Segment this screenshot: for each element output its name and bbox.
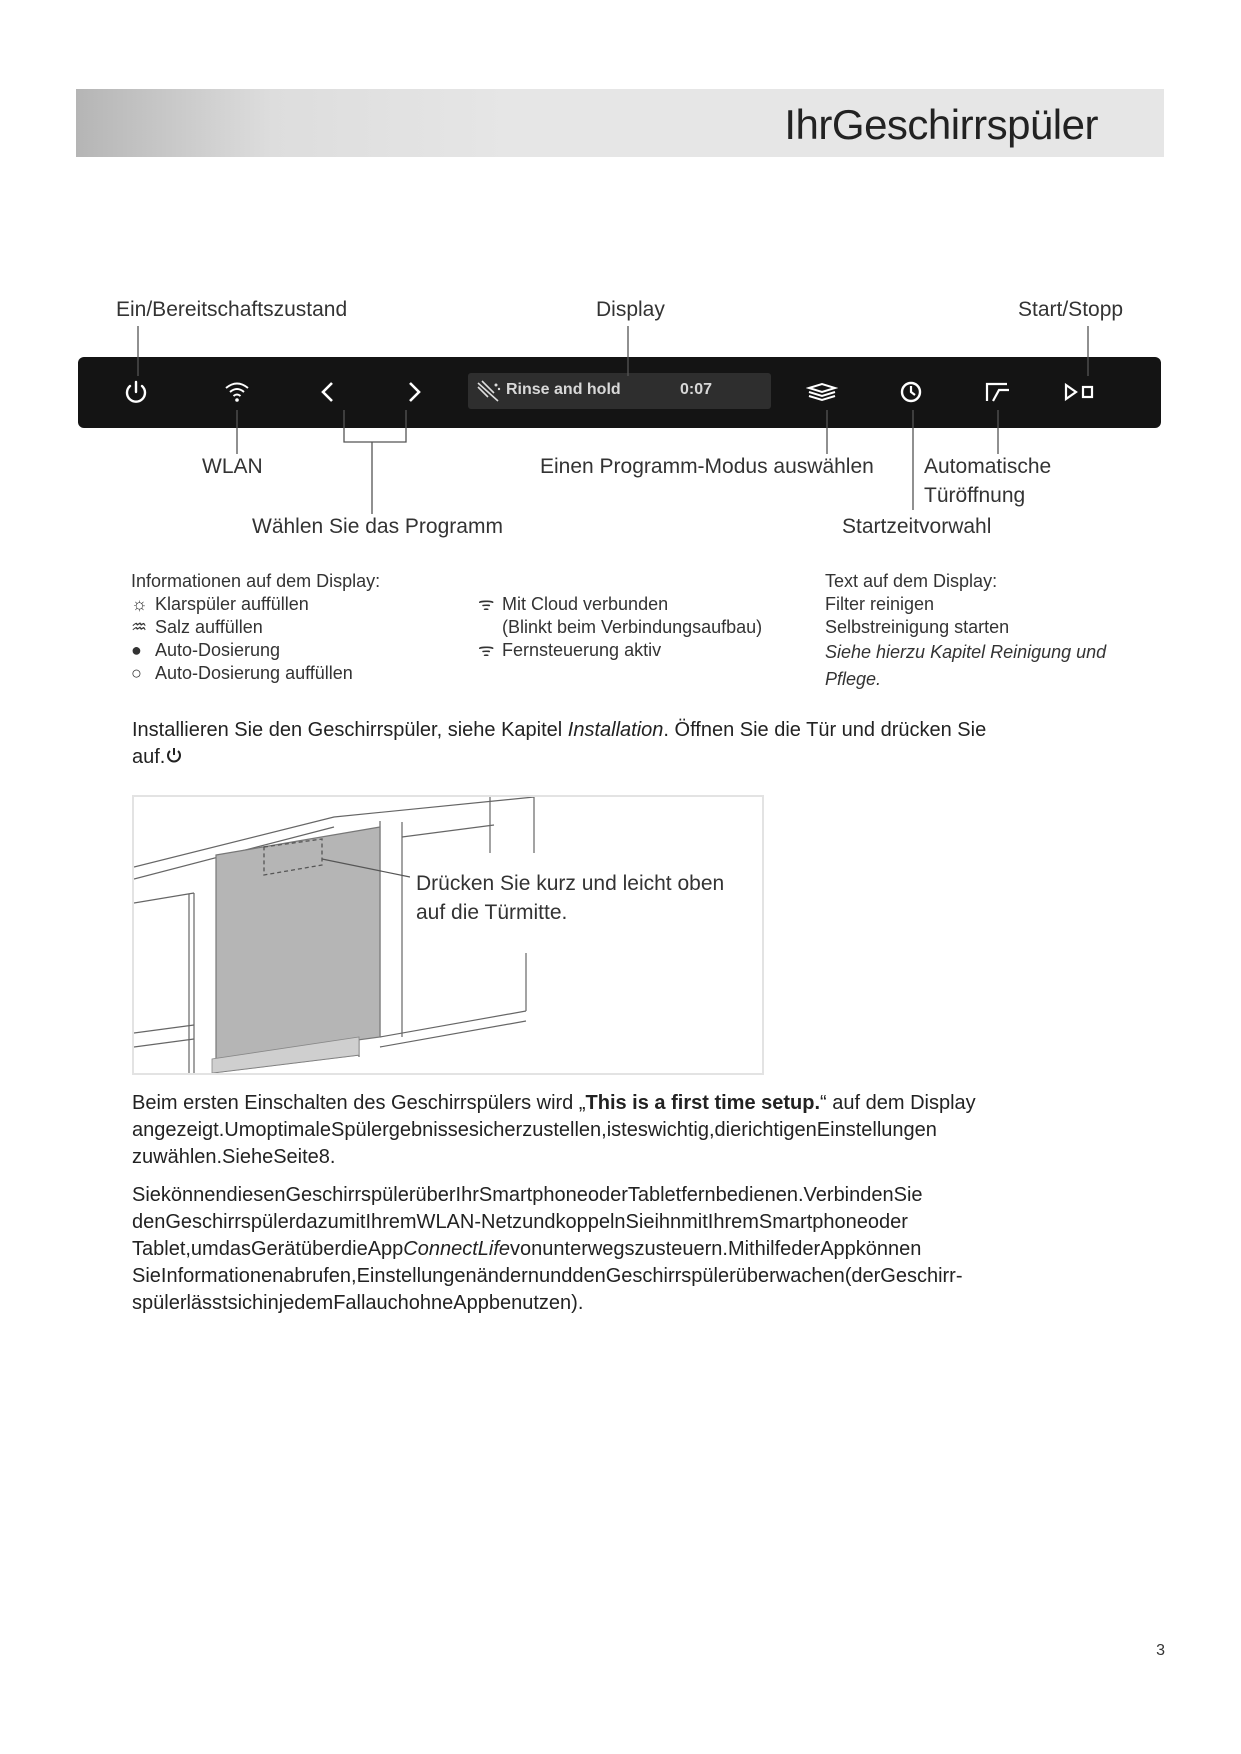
chevron-left-icon[interactable] [312, 376, 344, 408]
list-item-text: Klarspüler auffüllen [155, 594, 309, 614]
list-item [478, 616, 762, 639]
intro-paragraph [132, 717, 1092, 771]
app-line-5: spülerlässtsichinjedemFallauchohneAppbenutzen). [132, 1292, 584, 1314]
app-line-2: denGeschirrspülerdazumitIhremWLAN-NetzundkoppelnSieihnmitIhremSmartphoneoder [132, 1211, 908, 1233]
label-standby: Ein/Bereitschaftszustand [116, 298, 348, 321]
auto-dose-icon: ● [131, 640, 142, 660]
info-right-note: Siehe hierzu Kapitel Reinigung und [825, 642, 1107, 662]
intro-text-after: . Öffnen Sie die Tür und drücken Sie [663, 719, 987, 741]
page-number: 3 [1156, 1642, 1165, 1659]
app-paragraph [132, 1182, 1092, 1317]
label-select-program: Wählen Sie das Programm [252, 515, 503, 538]
intro-text-line2: auf. [132, 746, 166, 768]
list-item-text: Salz auffüllen [155, 617, 263, 637]
rinse-aid-icon: ☼ [131, 594, 148, 614]
illustration-caption-2: auf die Türmitte. [416, 901, 568, 924]
salt-icon: ♒ [131, 617, 148, 637]
app-line-1: SiekönnendiesenGeschirrspülerüberIhrSmartphoneoderTabletfernbedienen.VerbindenSie [132, 1184, 923, 1206]
list-item [131, 639, 380, 662]
app-line-3-after: vonunterwegszusteuern.MithilfederAppkönnen [510, 1238, 922, 1260]
rinse-icon [474, 377, 502, 405]
door-illustration [132, 795, 764, 1075]
setup-paragraph [132, 1090, 1092, 1171]
display-time: 0:07 [680, 381, 713, 398]
list-item-text: (Blinkt beim Verbindungsaufbau) [502, 617, 763, 637]
app-line-4: SieInformationenabrufen,EinstellungenändernunddenGeschirrspülerüberwachen(derGeschirr- [132, 1265, 963, 1287]
control-panel [78, 357, 1161, 428]
setup-line-3: zuwählen.SieheSeite8. [132, 1146, 336, 1168]
label-program-mode: Einen Programm-Modus auswählen [540, 455, 874, 478]
intro-text: Installieren Sie den Geschirrspüler, siehe Kapitel [132, 719, 568, 741]
cloud-wifi-icon: ᯤ [478, 594, 495, 614]
info-display-left [131, 570, 380, 685]
clock-icon[interactable] [895, 376, 927, 408]
list-item-text: Mit Cloud verbunden [502, 594, 669, 614]
label-display: Display [596, 298, 665, 321]
play-stop-icon[interactable] [1063, 376, 1095, 408]
list-item: Selbstreinigung starten [825, 617, 1010, 637]
list-item: Filter reinigen [825, 594, 935, 614]
door-open-icon[interactable] [981, 376, 1013, 408]
header-band [76, 89, 1164, 157]
app-name: ConnectLife [403, 1238, 511, 1260]
app-line-3: Tablet,umdasGerätüberdieApp [132, 1238, 404, 1260]
info-display-middle [478, 593, 762, 662]
list-item-text: Auto-Dosierung auffüllen [155, 663, 353, 683]
setup-text: Beim ersten Einschalten des Geschirrspülers wird „ [132, 1092, 586, 1114]
auto-dose-refill-icon: ○ [131, 663, 142, 683]
label-auto-door-1: Automatische [924, 455, 1052, 478]
display-screen [468, 373, 771, 409]
list-item [478, 639, 762, 662]
label-wlan: WLAN [202, 455, 263, 478]
list-item [131, 616, 380, 639]
list-item [478, 593, 762, 616]
label-start-delay: Startzeitvorwahl [842, 515, 992, 538]
list-item-text: Auto-Dosierung [155, 640, 281, 660]
layers-icon[interactable] [806, 376, 838, 408]
remote-wifi-icon: ᯤ [478, 640, 495, 660]
list-item-text: Fernsteuerung aktiv [502, 640, 662, 660]
setup-text-after: “ auf dem Display [820, 1092, 976, 1114]
power-icon [165, 745, 183, 763]
dishwasher-drawing [134, 797, 762, 1073]
info-right-note-2: Pflege. [825, 669, 882, 689]
info-left-title: Informationen auf dem Display: [131, 571, 381, 591]
list-item [131, 662, 380, 685]
setup-line-2: angezeigt.UmoptimaleSpülergebnissesicherzustellen,isteswichtig,dierichtigenEinstellungen [132, 1119, 937, 1141]
info-display-right [825, 570, 1106, 693]
list-item [131, 593, 380, 616]
setup-bold-text: This is a first time setup. [585, 1092, 821, 1114]
info-right-title: Text auf dem Display: [825, 571, 998, 591]
label-start-stop: Start/Stopp [1018, 298, 1124, 321]
chevron-right-icon[interactable] [398, 376, 430, 408]
power-icon[interactable] [120, 376, 152, 408]
display-program: Rinse and hold [506, 381, 621, 398]
page-title: IhrGeschirrspüler [784, 101, 1098, 148]
chapter-link: Installation [567, 719, 664, 741]
label-auto-door-2: Türöffnung [924, 484, 1026, 507]
illustration-caption-1: Drücken Sie kurz und leicht oben [416, 872, 725, 895]
wifi-icon[interactable] [221, 376, 253, 408]
